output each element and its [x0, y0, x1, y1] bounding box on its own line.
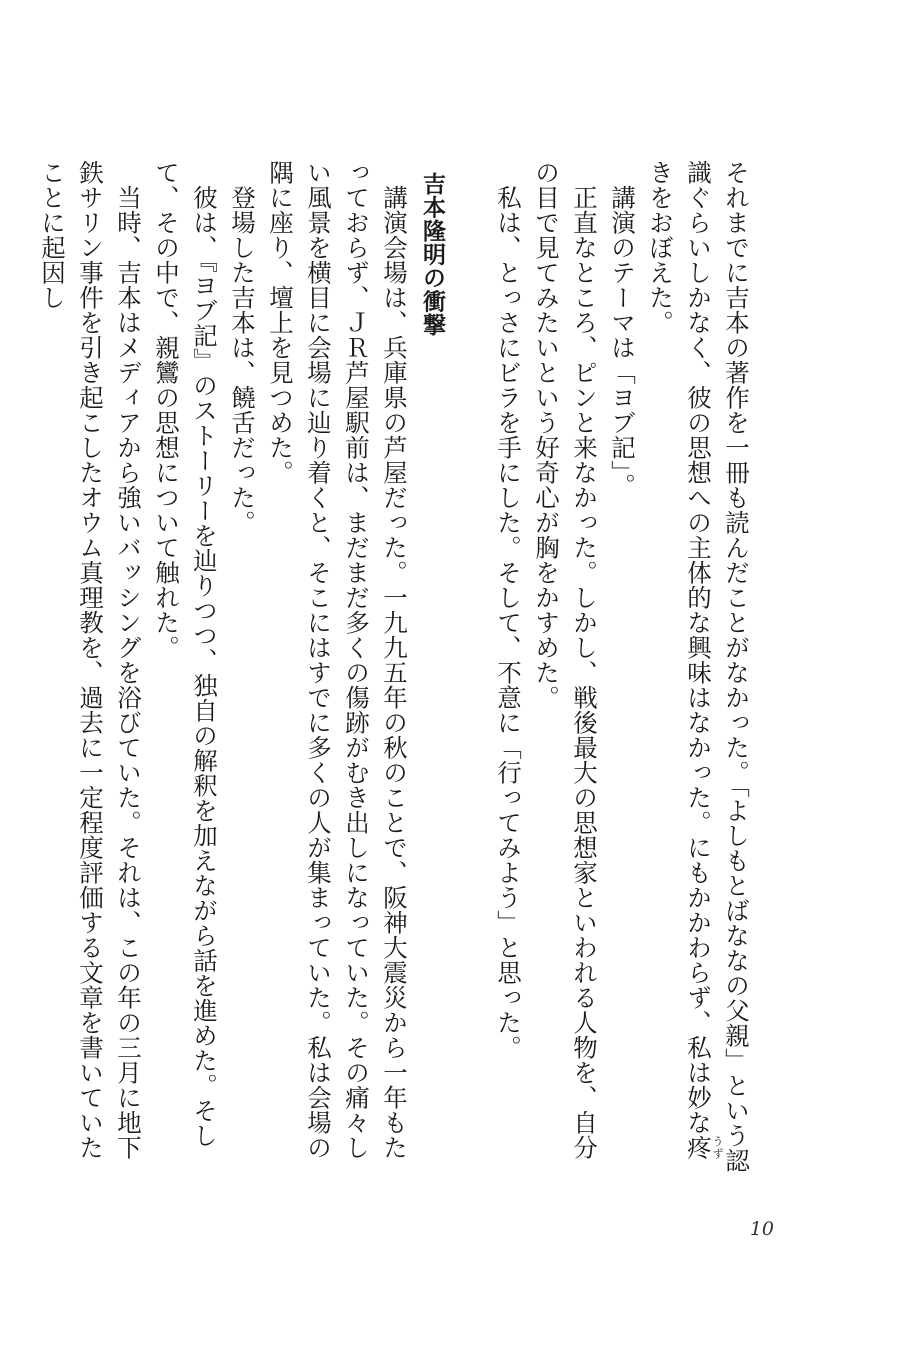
- paragraph-took-flyer: 私は、とっさにビラを手にした。そして、不意に「行ってみよう」と思った。: [494, 184, 523, 1060]
- page-number: 10: [749, 1218, 774, 1240]
- paragraph-no-yoshimoto-reading: [641, 160, 755, 1180]
- ruby-reading: うず: [711, 1135, 724, 1160]
- section-spacer: [451, 160, 489, 1180]
- paragraph-lecture-theme: 講演のテーマは「ヨブ記」。: [608, 184, 637, 498]
- paragraph-yoshimoto-appears: 登場した吉本は、饒舌だった。: [228, 184, 257, 535]
- ruby-base: 疼: [684, 1135, 713, 1160]
- paragraph-job-story: 彼は、『ヨブ記』のストーリーを辿りつつ、独自の解釈を加えながら話を進めた。そして、その中で、親鸞の思想について触れた。: [152, 160, 219, 1148]
- paragraph-lecture-venue: 講演会場は、兵庫県の芦屋だった。一九九五年の秋のことで、阪神大震災から一年もたっておらず、ＪＲ芦屋駅前は、まだまだ多くの傷跡がむき出しになっていた。その痛々しい風景を横目に会場に辿り着くと、そこにはすでに多くの人が集まっていた。私は会場の隅に座り、壇上を見つめた。: [266, 160, 409, 1160]
- paragraph-honest-feeling: 正直なところ、ピンと来なかった。しかし、戦後最大の思想家といわれる人物を、自分の目で見てみたいという好奇心が胸をかすめた。: [532, 160, 599, 1160]
- paragraph-text: それまでに吉本の著作を一冊も読んだことがなかった。「よしもとばななの父親」という認識ぐらいしかなく、彼の思想への主体的な興味はなかった。にもかかわらず、私は妙な: [684, 160, 751, 1173]
- paragraph-text: きをおぼえた。: [646, 160, 675, 335]
- vertical-text-body: [33, 160, 755, 1180]
- furigana-word: [684, 1135, 724, 1160]
- section-heading: 吉本隆明の衝撃: [419, 171, 445, 336]
- paragraph-media-bashing: 当時、吉本はメディアから強いバッシングを浴びていた。それは、この年の三月に地下鉄サリン事件を引き起こしたオウム真理教を、過去に一定程度評価する文章を書いていたことに起因し: [38, 160, 143, 1160]
